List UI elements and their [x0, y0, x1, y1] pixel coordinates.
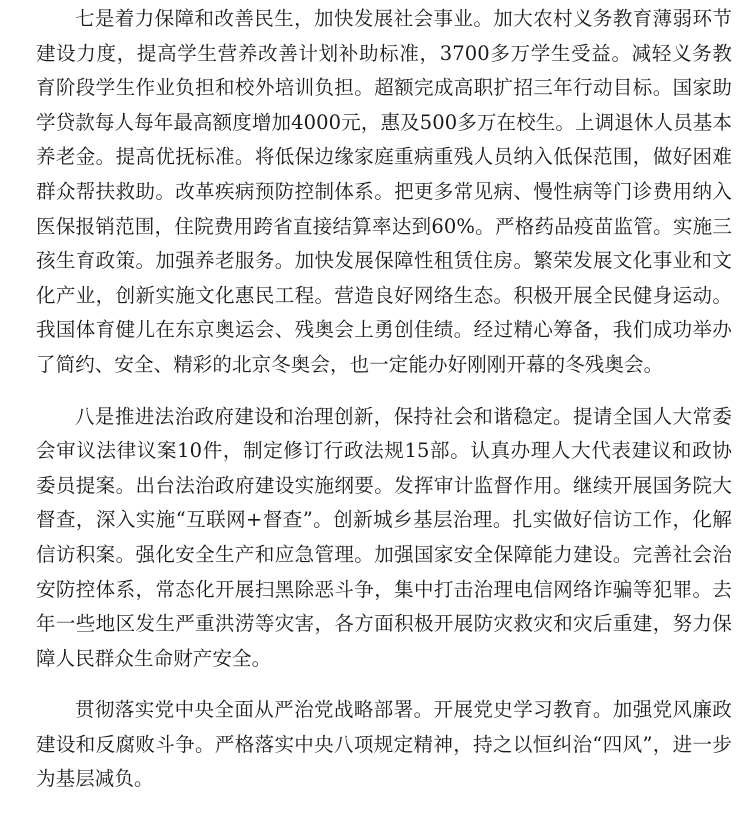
paragraph-livelihood: 七是着力保障和改善民生，加快发展社会事业。加大农村义务教育薄弱环节建设力度，提高学生营养改善计划补助标准，3700多万学生受益。减轻义务教育阶段学生作业负担和校外培训负担。超额完成高职扩招三年行动目标。国家助学贷款每人每年最高额度增加4000元，惠及500多万在校生。上调退休人员基本养老金。提高优抚标准。将低保边缘家庭重病重残人员纳入低保范围，做好困难群众帮扶救助。改革疾病预防控制体系。把更多常见病、慢性病等门诊费用纳入医保报销范围，住院费用跨省直接结算率达到60%。严格药品疫苗监管。实施三孩生育政策。加强养老服务。加快发展保障性租赁住房。繁荣发展文化事业和文化产业，创新实施文化惠民工程。营造良好网络生态。积极开展全民健身运动。我国体育健儿在东京奥运会、残奥会上勇创佳绩。经过精心筹备，我们成功举办了简约、安全、精彩的北京冬奥会，也一定能办好刚刚开幕的冬残奥会。 — [36, 7, 732, 376]
paragraph-party-discipline: 贯彻落实党中央全面从严治党战略部署。开展党史学习教育。加强党风廉政建设和反腐败斗争。严格落实中央八项规定精神，持之以恒纠治“四风”，进一步为基层减负。 — [36, 698, 732, 791]
paragraph-rule-of-law: 八是推进法治政府建设和治理创新，保持社会和谐稳定。提请全国人大常委会审议法律议案10件，制定修订行政法规15部。认真办理人大代表建议和政协委员提案。出台法治政府建设实施纲要。发挥审计监督作用。继续开展国务院大督查，深入实施“互联网+督查”。创新城乡基层治理。扎实做好信访工作，化解信访积案。强化安全生产和应急管理。加强国家安全保障能力建设。完善社会治安防控体系，常态化开展扫黑除恶斗争，集中打击治理电信网络诈骗等犯罪。去年一些地区发生严重洪涝等灾害，各方面积极开展防灾救灾和灾后重建，努力保障人民群众生命财产安全。 — [36, 404, 732, 670]
